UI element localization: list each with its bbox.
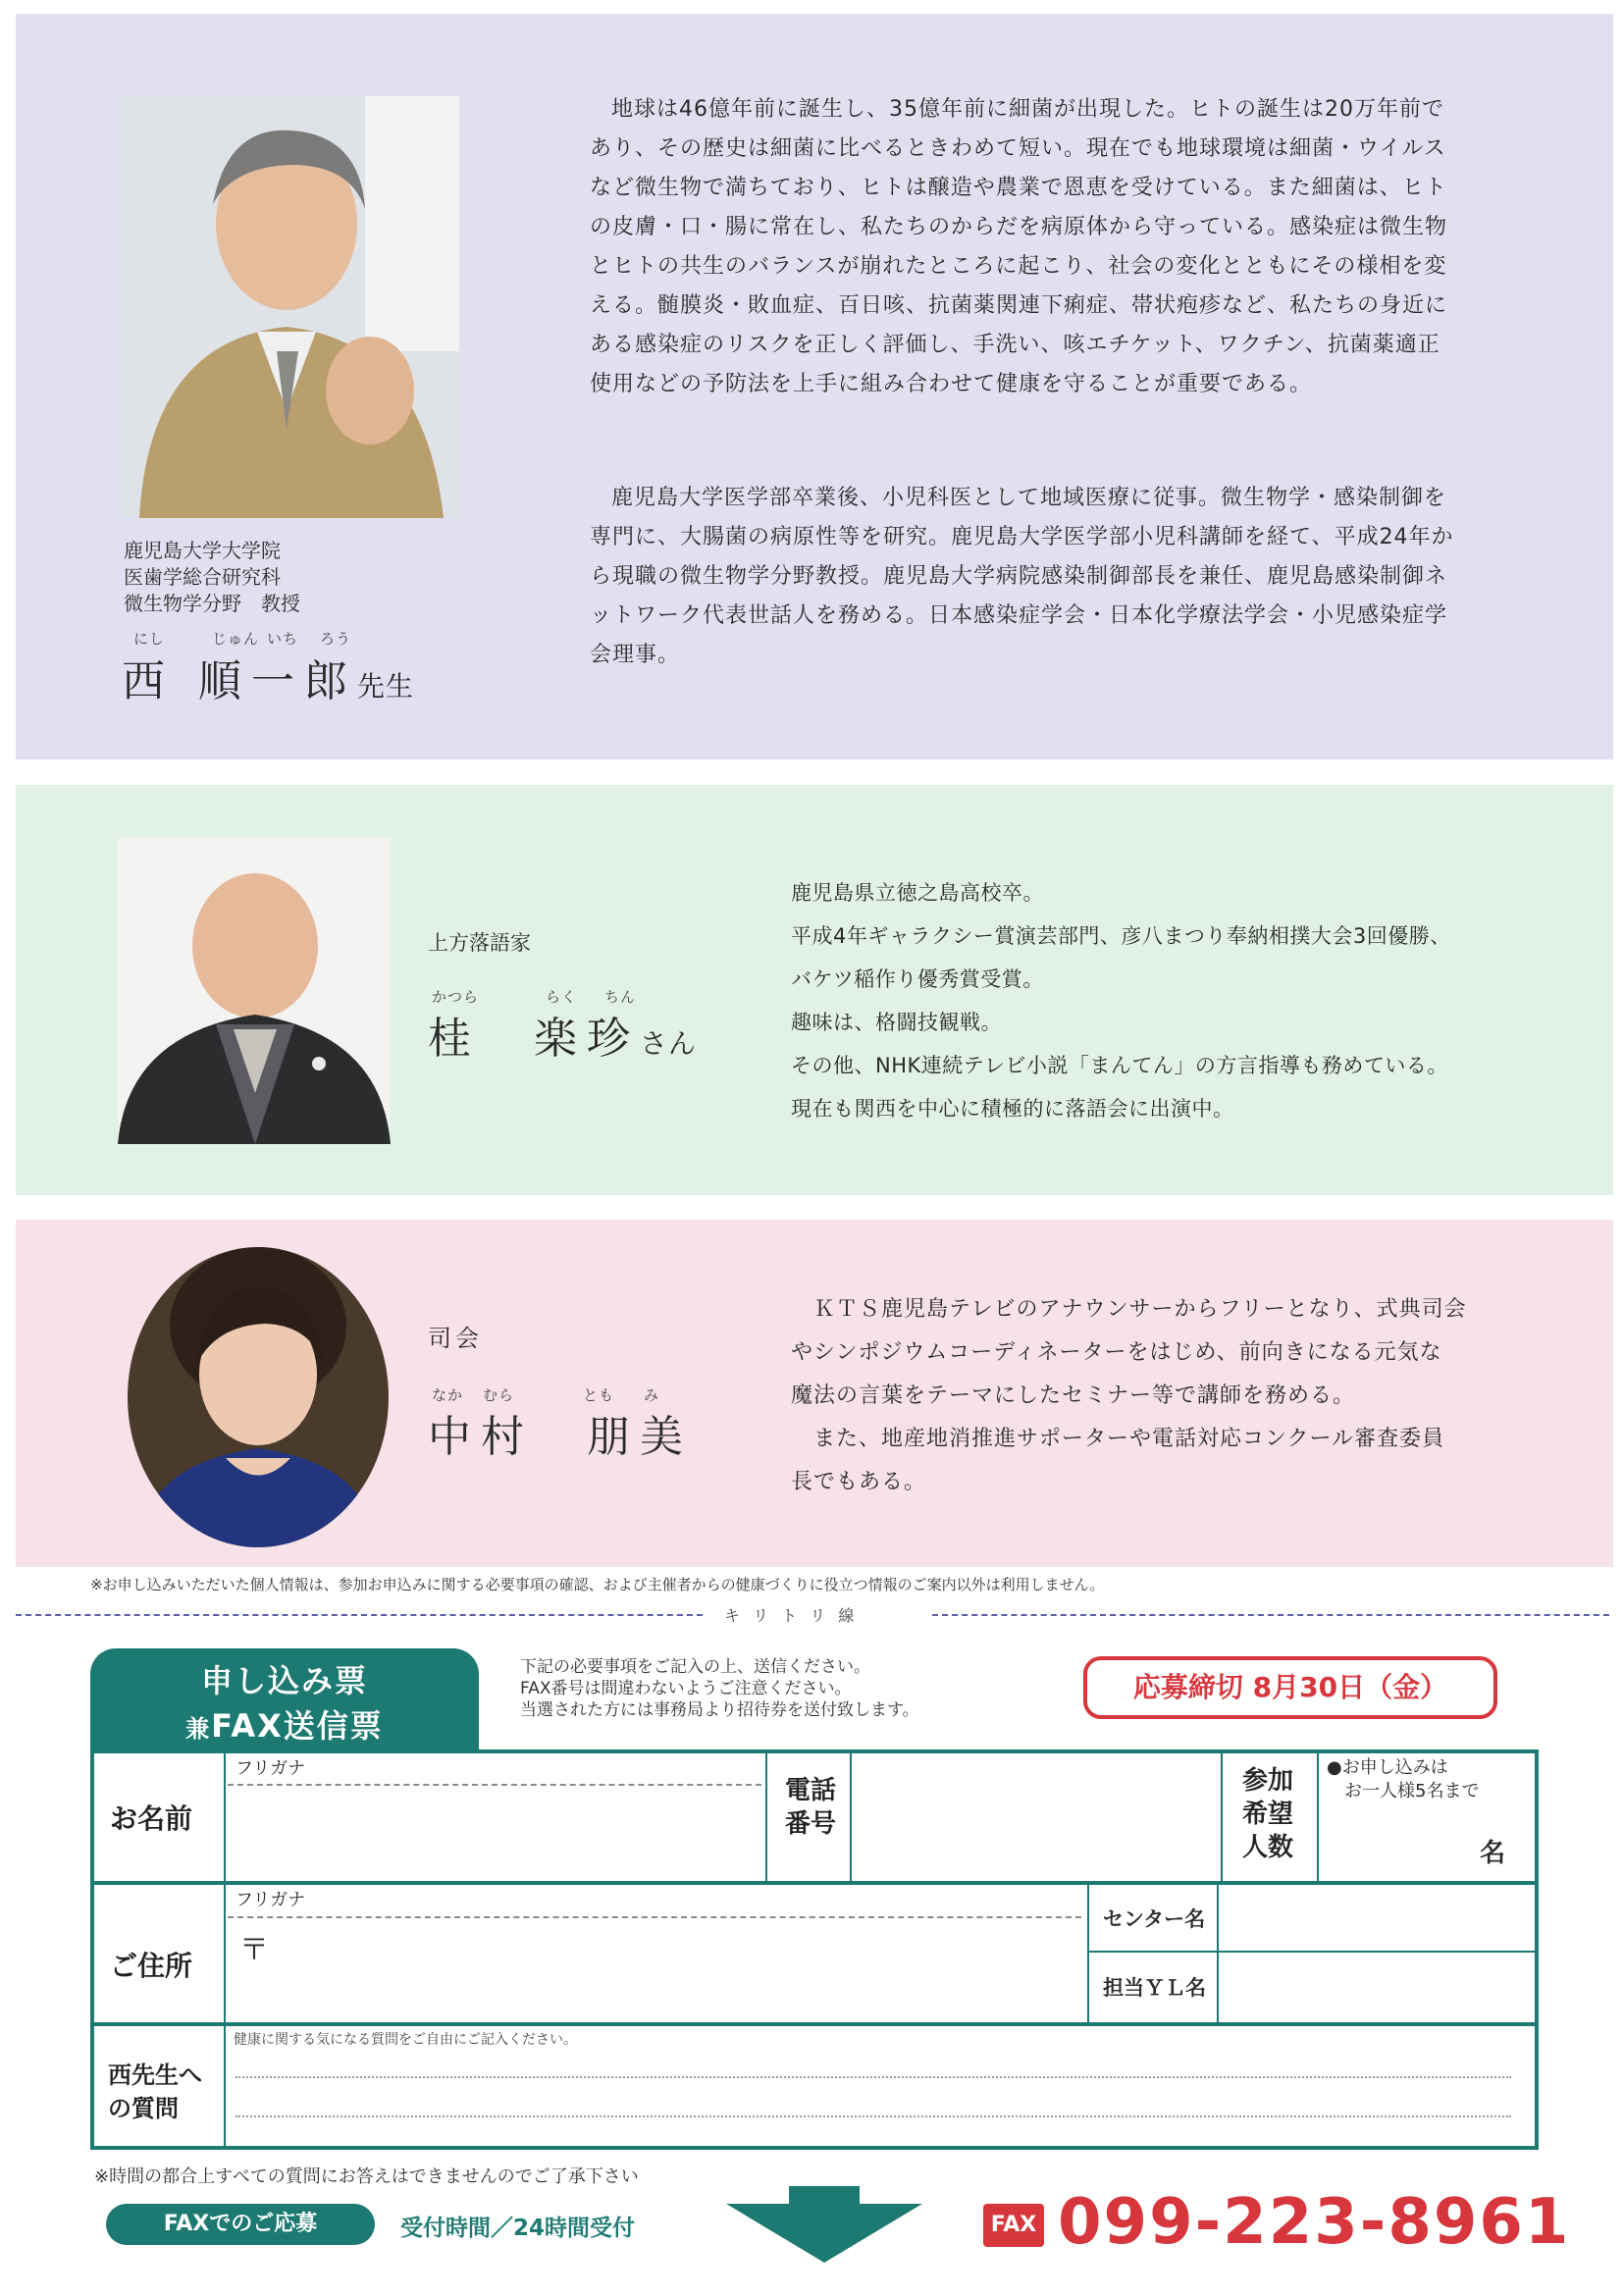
center-input[interactable] — [1221, 1886, 1535, 1949]
text-line: 趣味は、格闘技観戦。 — [791, 1011, 1002, 1034]
count-label-line: 人数 — [1242, 1833, 1294, 1862]
question-hint: 健康に関する気になる質問をご自由にご記入ください。 — [234, 2032, 577, 2048]
ruby-jun: じゅん — [212, 630, 260, 648]
fax-number: 099-223-8961 — [1058, 2186, 1571, 2259]
speaker3-role: 司会 — [428, 1325, 483, 1352]
ruby-ichi: いち — [267, 630, 299, 648]
text-line: 使用などの予防法を上手に組み合わせて健康を守ることが重要である。 — [590, 372, 1313, 396]
count-label-line: 参加 — [1242, 1766, 1294, 1796]
speaker1-panel — [16, 14, 1613, 759]
ruby-rou: ろう — [320, 630, 352, 648]
speaker3-photo — [128, 1247, 389, 1547]
speaker3-profile — [791, 1288, 1596, 1504]
fax-apply-badge — [106, 2204, 375, 2245]
count-label — [1242, 1764, 1293, 1864]
affiliation-line: 医歯学総合研究科 — [124, 565, 281, 589]
furigana-divider — [228, 1784, 761, 1786]
instruction-line: 下記の必要事項をご記入の上、送信ください。 — [520, 1657, 870, 1677]
name-text: 西 順一郎 — [122, 656, 357, 706]
col-divider — [1087, 1883, 1089, 2022]
name-text: 桂 楽珍 — [428, 1014, 640, 1064]
text-line: 現在も関西を中心に積極的に落語会に出演中。 — [791, 1097, 1234, 1121]
form-tab — [90, 1648, 479, 1753]
speaker1-affiliation — [124, 538, 300, 617]
count-unit: 名 — [1480, 1839, 1506, 1868]
form-tab-subtitle — [90, 1701, 479, 1747]
speaker3-name: 中村 朋美 — [428, 1412, 693, 1462]
text-line: の皮膚・口・腸に常在し、私たちのからだを病原体から守っている。感染症は微生物 — [590, 215, 1448, 239]
address-furigana-label: フリガナ — [236, 1890, 306, 1910]
address-input[interactable] — [275, 1921, 1083, 2019]
count-input[interactable] — [1321, 1807, 1478, 1876]
ruby-nishi: にし — [133, 630, 166, 648]
text-line: える。髄膜炎・敗血症、百日咳、抗菌薬関連下痢症、帯状疱疹など、私たちの身近に — [590, 293, 1448, 318]
text-line: また、地産地消推進サポーターや電話対応コンクール審査委員 — [791, 1427, 1445, 1451]
ruby-raku: らく — [546, 988, 578, 1006]
ruby-katsura: かつら — [432, 988, 480, 1006]
text-line: 地球は46億年前に誕生し、35億年前に細菌が出現した。ヒトの誕生は20万年前で — [611, 97, 1444, 122]
speaker1-name — [122, 646, 414, 708]
col-divider — [1217, 1883, 1219, 2022]
ruby-chin: ちん — [604, 988, 637, 1006]
postal-mark: 〒 — [239, 1933, 269, 1967]
address-label: ご住所 — [110, 1950, 193, 1982]
phone-input[interactable] — [854, 1755, 1219, 1879]
phone-label-line: 番号 — [785, 1809, 837, 1839]
question-label-line: の質問 — [108, 2095, 179, 2122]
yl-input[interactable] — [1221, 1955, 1535, 2019]
text-line: あり、その歴史は細菌に比べるときわめて短い。現在でも地球環境は細菌・ウイルス — [590, 136, 1446, 161]
form-tab-prefix: 兼 — [185, 1715, 212, 1743]
text-line: ＫＴＳ鹿児島テレビのアナウンサーからフリーとなり、式典司会 — [791, 1297, 1467, 1322]
speaker2-panel — [16, 785, 1613, 1195]
form-tab-fax: FAX送信票 — [211, 1707, 384, 1745]
name-label: お名前 — [110, 1802, 193, 1835]
fax-apply-text: FAXでのご応募 — [163, 2212, 318, 2236]
privacy-note: ※お申し込みいただいた個人情報は、参加お申込みに関する必要事項の確認、および主催者からの健康づくりに役立つ情報のご案内以外は利用しません。 — [90, 1576, 1105, 1593]
question-label-line: 西先生へ — [108, 2061, 202, 2089]
text-line: 会理事。 — [590, 643, 681, 667]
question-note: ※時間の都合上すべての質問にお答えはできませんのでご了承下さい — [94, 2166, 639, 2187]
name-furigana-label: フリガナ — [236, 1758, 306, 1779]
text-line: バケツ稲作り優秀賞受賞。 — [791, 967, 1044, 991]
col-divider — [765, 1751, 767, 1881]
row-divider — [90, 1881, 1539, 1885]
count-note-line: お一人様5名まで — [1327, 1781, 1480, 1801]
name-input[interactable] — [228, 1788, 763, 1878]
text-line: 平成4年ギャラクシー賞演芸部門、彦八まつり奉納相撲大会3回優勝、 — [791, 924, 1451, 948]
honorific: 先生 — [357, 670, 415, 703]
text-line: 鹿児島大学医学部卒業後、小児科医として地域医療に従事。微生物学・感染制御を — [611, 486, 1447, 510]
speaker1-profile — [590, 479, 1581, 675]
furigana-divider — [228, 1916, 1081, 1918]
affiliation-line: 微生物学分野 教授 — [124, 592, 300, 615]
text-line: など微生物で満ちており、ヒトは醸造や農業で恩恵を受けている。また細菌は、ヒト — [590, 176, 1447, 200]
yl-label: 担当ＹＬ名 — [1103, 1976, 1206, 2000]
center-label: センター名 — [1103, 1907, 1206, 1931]
instruction-line: FAX番号は間違わないようご注意ください。 — [520, 1679, 852, 1698]
text-line: 鹿児島県立徳之島高校卒。 — [791, 881, 1044, 905]
count-note — [1327, 1756, 1479, 1803]
cut-line-right — [932, 1614, 1609, 1616]
col-divider — [1317, 1751, 1319, 1881]
form-tab-title: 申し込み票 — [200, 1662, 368, 1699]
cut-line-label: キ リ ト リ 線 — [724, 1606, 859, 1625]
text-line: ら現職の微生物学分野教授。鹿児島大学病院感染制御部長を兼任、鹿児島感染制御ネ — [590, 564, 1448, 589]
speaker1-description — [590, 90, 1581, 404]
speaker2-profile — [791, 871, 1596, 1130]
col-divider — [224, 1751, 226, 2148]
down-arrow-icon — [726, 2186, 922, 2265]
form-instructions — [520, 1656, 919, 1721]
col-divider — [1221, 1751, 1223, 1881]
question-input[interactable] — [228, 2051, 1533, 2145]
text-line: 長でもある。 — [791, 1470, 927, 1494]
speaker2-name — [428, 1003, 697, 1066]
reception-hours: 受付時間／24時間受付 — [400, 2216, 636, 2241]
count-note-line: ●お申し込みは — [1327, 1757, 1448, 1778]
text-line: ットワーク代表世話人を務める。日本感染症学会・日本化学療法学会・小児感染症学 — [590, 603, 1448, 628]
speaker2-role: 上方落語家 — [428, 931, 531, 955]
row-divider — [90, 2022, 1539, 2026]
row-divider-thin — [1087, 1951, 1537, 1953]
ruby-mi: み — [644, 1386, 660, 1404]
text-line: 魔法の言葉をテーマにしたセミナー等で講師を務める。 — [791, 1383, 1356, 1408]
speaker2-photo — [118, 838, 391, 1144]
ruby-mura: むら — [483, 1386, 515, 1404]
count-label-line: 希望 — [1242, 1800, 1294, 1829]
text-line: その他、NHK連続テレビ小説「まんてん」の方言指導も務めている。 — [791, 1054, 1448, 1077]
affiliation-line: 鹿児島大学大学院 — [124, 539, 281, 562]
honorific: さん — [640, 1027, 698, 1060]
text-line: やシンポジウムコーディネーターをはじめ、前向きになる元気な — [791, 1340, 1442, 1365]
ruby-naka: なか — [432, 1386, 464, 1404]
cut-line-left — [16, 1614, 703, 1616]
text-line: 専門に、大腸菌の病原性等を研究。鹿児島大学医学部小児科講師を経て、平成24年か — [590, 525, 1454, 549]
col-divider — [850, 1751, 852, 1881]
deadline-badge — [1083, 1656, 1497, 1719]
text-line: とヒトの共生のバランスが崩れたところに起こり、社会の変化とともにその様相を変 — [590, 254, 1447, 279]
speaker1-photo — [120, 96, 459, 518]
phone-label — [785, 1774, 836, 1841]
text-line: ある感染症のリスクを正しく評価し、手洗い、咳エチケット、ワクチン、抗菌薬適正 — [590, 333, 1440, 357]
deadline-text: 応募締切 8月30日（金） — [1132, 1671, 1448, 1703]
instruction-line: 当選された方には事務局より招待券を送付致します。 — [520, 1700, 919, 1720]
phone-label-line: 電話 — [785, 1776, 837, 1805]
fax-mark: FAX — [983, 2204, 1044, 2247]
question-label — [108, 2059, 202, 2125]
ruby-tomo: とも — [583, 1386, 615, 1404]
speaker3-panel — [16, 1220, 1613, 1567]
